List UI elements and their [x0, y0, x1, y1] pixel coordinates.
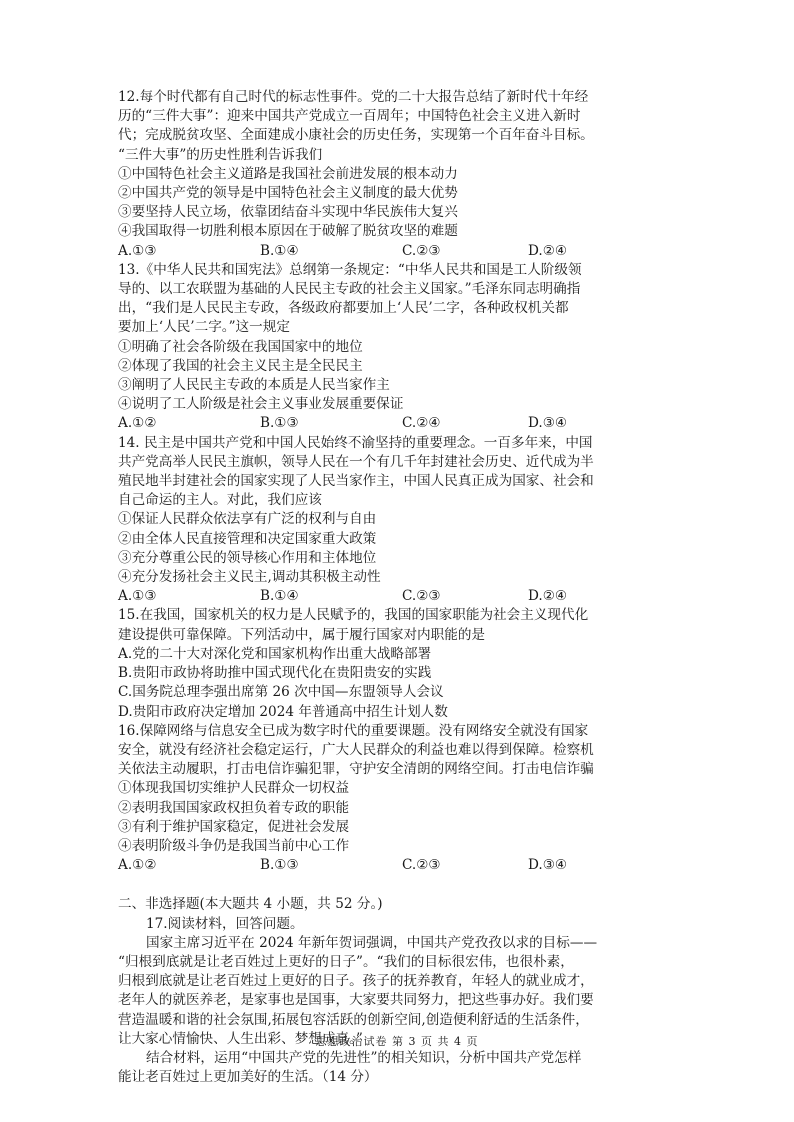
page-footer: 思想政治试卷 第 3 页 共 4 页: [315, 1035, 479, 1048]
q16-statement-4: ④表明阶级斗争仍是我国当前中心工作: [118, 837, 350, 854]
exam-page-content: [118, 88, 678, 1087]
q17-material-line: 营造温暖和谐的社会氛围,拓展包容活跃的创新空间,创造便利舒适的生活条件，: [118, 1011, 589, 1028]
q13-option-c: C.②④: [402, 415, 441, 432]
question-12: [118, 88, 678, 261]
q13-line: 13.《中华人民共和国宪法》总纲第一条规定：“中华人民共和国是工人阶级领: [118, 261, 582, 278]
q14-statement-4: ④充分发扬社会主义民主,调动其积极主动性: [118, 569, 381, 586]
question-15: [118, 606, 678, 721]
q12-line: 历的“三件大事”：迎来中国共产党成立一百周年；中国特色社会主义进入新时: [118, 108, 581, 125]
q17-material-line: 归根到底就是让老百姓过上更好的日子。孩子的抚养教育，年轻人的就业成才，: [118, 973, 594, 990]
q13-statement-1: ①明确了社会各阶级在我国国家中的地位: [118, 338, 363, 355]
q17-title: 17.阅读材料，回答问题。: [146, 915, 304, 932]
q16-option-b: B.①③: [260, 857, 299, 874]
q16-statement-3: ③有利于维护国家稳定，促进社会发展: [118, 818, 350, 835]
q15-option-c: C.国务院总理李强出席第 26 次中国—东盟领导人会议: [118, 684, 444, 701]
q13-option-d: D.③④: [528, 415, 568, 432]
q13-statement-2: ②体现了我国的社会主义民主是全民民主: [118, 357, 363, 374]
q14-option-c: C.②③: [402, 588, 441, 605]
q14-options: [118, 587, 678, 606]
q14-option-d: D.②④: [528, 588, 568, 605]
q12-statement-4: ④我国取得一切胜利根本原因在于破解了脱贫攻坚的难题: [118, 223, 458, 240]
q12-line: 12.每个时代都有自己时代的标志性事件。党的二十大报告总结了新时代十年经: [118, 89, 589, 105]
q12-line: “三件大事”的历史性胜利告诉我们: [118, 146, 323, 163]
q14-line: 自己命运的主人。对此，我们应该: [118, 492, 322, 509]
q16-line: 安全，就没有经济社会稳定运行，广大人民群众的利益也难以得到保障。检察机: [118, 741, 594, 758]
section-gap: [118, 875, 678, 895]
q12-line: 代；完成脱贫攻坚、全面建成小康社会的历史任务，实现第一个百年奋斗目标。: [118, 127, 594, 144]
q12-options: [118, 242, 678, 261]
q14-line: 殖民地半封建社会的国家实现了人民当家作主，中国人民真正成为国家、社会和: [118, 473, 594, 490]
question-13: [118, 261, 678, 434]
q13-line: 出，“我们是人民民主专政，各级政府都要加上‘人民’二字，各种政权机关都: [118, 300, 569, 317]
q14-statement-2: ②由全体人民直接管理和决定国家重大政策: [118, 530, 377, 547]
q15-line: 15.在我国，国家机关的权力是人民赋予的，我国的国家职能为社会主义现代化: [118, 607, 589, 624]
q16-line: 16.保障网络与信息安全已成为数字时代的重要课题。没有网络安全就没有国家: [118, 722, 589, 739]
q13-option-b: B.①③: [260, 415, 299, 432]
q17-material-line: 让大家心情愉快、人生出彩、梦想成真。”: [118, 1030, 363, 1047]
q13-line: 导的、以工农联盟为基础的人民民主专政的社会主义国家。”毛泽东同志明确指: [118, 281, 581, 298]
q15-option-d: D.贵阳市政府决定增加 2024 年普通高中招生计划人数: [118, 703, 448, 720]
q13-options: [118, 414, 678, 433]
q14-line: 14. 民主是中国共产党和中国人民始终不渝坚持的重要理念。一百多年来，中国: [118, 434, 593, 451]
q15-line: 建设提供可靠保障。下列活动中，属于履行国家对内职能的是: [118, 626, 486, 643]
q12-option-a: A.①③: [118, 242, 157, 259]
q13-statement-3: ③阐明了人民民主专政的本质是人民当家作主: [118, 377, 390, 394]
q12-statement-3: ③要坚持人民立场，依靠团结奋斗实现中华民族伟大复兴: [118, 204, 458, 221]
q12-option-d: D.②④: [528, 242, 568, 259]
q17-question-line: 结合材料，运用“中国共产党的先进性”的相关知识，分析中国共产党怎样: [146, 1049, 582, 1066]
q16-statement-2: ②表明我国国家政权担负着专政的职能: [118, 799, 350, 816]
section-2: [118, 895, 678, 1087]
question-16: [118, 722, 678, 876]
q14-line: 共产党高举人民民主旗帜，领导人民在一个有几千年封建社会历史、近代成为半: [118, 453, 594, 470]
q12-option-b: B.①④: [260, 242, 299, 259]
q16-option-c: C.②③: [402, 857, 441, 874]
q13-option-a: A.①②: [118, 415, 157, 432]
q12-option-c: C.②③: [402, 242, 441, 259]
q13-statement-4: ④说明了工人阶级是社会主义事业发展重要保证: [118, 396, 404, 413]
q14-statement-3: ③充分尊重公民的领导核心作用和主体地位: [118, 549, 377, 566]
q16-option-d: D.③④: [528, 857, 568, 874]
q16-line: 关依法主动履职，打击电信诈骗犯罪，守护安全清朗的网络空间。打击电信诈骗: [118, 761, 594, 778]
q14-option-b: B.①④: [260, 588, 299, 605]
q17-material-line: 老年人的就医养老，是家事也是国事，大家要共同努力，把这些事办好。我们要: [118, 992, 594, 1009]
q15-option-b: B.贵阳市政协将助推中国式现代化在贵阳贵安的实践: [118, 665, 432, 682]
q17-material-line: “归根到底就是让老百姓过上更好的日子”。“我们的目标很宏伟，也很朴素，: [118, 953, 574, 970]
q17-question-line: 能让老百姓过上更加美好的生活。（14 分）: [118, 1069, 378, 1086]
question-14: [118, 434, 678, 607]
q15-option-a: A.党的二十大对深化党和国家机构作出重大战略部署: [118, 645, 432, 662]
q14-statement-1: ①保证人民群众依法享有广泛的权利与自由: [118, 511, 377, 528]
section-2-heading: 二、非选择题(本大题共 4 小题，共 52 分。): [118, 896, 383, 913]
q16-statement-1: ①体现我国切实维护人民群众一切权益: [118, 780, 350, 797]
q17-material-line: 国家主席习近平在 2024 年新年贺词强调，中国共产党孜孜以求的目标——: [146, 934, 598, 951]
q16-options: [118, 856, 678, 875]
q12-statement-2: ②中国共产党的领导是中国特色社会主义制度的最大优势: [118, 185, 458, 202]
q12-statement-1: ①中国特色社会主义道路是我国社会前进发展的根本动力: [118, 165, 458, 182]
q16-option-a: A.①②: [118, 857, 157, 874]
q13-line: 要加上‘人民’二字。”这一规定: [118, 319, 290, 336]
q14-option-a: A.①③: [118, 588, 157, 605]
